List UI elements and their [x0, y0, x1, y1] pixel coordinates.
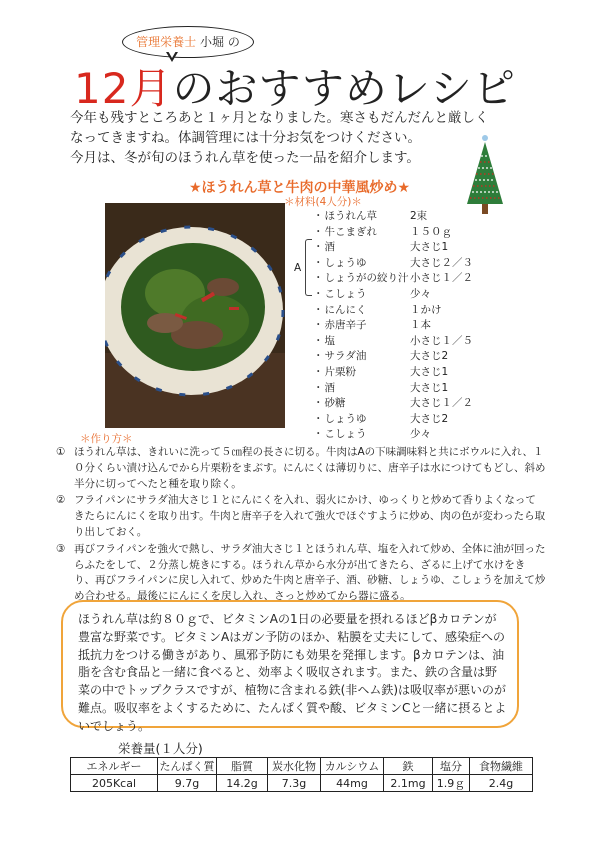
- nutrition-info-box: [61, 600, 519, 733]
- step-text: ほうれん草は、きれいに洗って５㎝程の長さに切る。牛肉はAの下味調味料と共にボウルに入れ、１０分くらい漬け込んでから片栗粉をまぶす。にんにくは薄切りに、唐辛子は水につけてもどし、斜め半分に切ってへたと種を取り除く。: [74, 446, 546, 490]
- ingredient-name: ・ 片栗粉: [313, 364, 356, 379]
- author-name: 小堀: [199, 35, 224, 49]
- ingredient-amount: 少々: [410, 428, 431, 441]
- method-heading: ＊作り方＊: [80, 433, 133, 445]
- author-badge: [122, 26, 254, 58]
- ingredient-amount: 大さじ1: [410, 381, 449, 394]
- nutrition-header-cell: たんぱく質: [158, 758, 217, 775]
- ingredient-amount: 大さじ2: [410, 412, 449, 425]
- ingredient-name: ・ 砂糖: [313, 395, 346, 410]
- nutrition-value-cell: 14.2g: [217, 775, 268, 792]
- ingredient-name: ・ 酒: [313, 239, 335, 254]
- ingredient-amount: 大さじ１／２: [410, 397, 473, 410]
- step-number: ②: [56, 494, 66, 507]
- step-text: フライパンにサラダ油大さじ１とにんにくを入れ、弱火にかけ、ゆっくりと炒めて香りよくなってきたらにんにくを取り出す。牛肉と唐辛子を入れて強火でほぐすように炒め、肉の色が変わったら取り出しておく。: [74, 494, 546, 538]
- ingredient-amount: 大さじ1: [410, 241, 449, 254]
- nutrition-header-cell: 脂質: [217, 758, 268, 775]
- ingredient-amount: 小さじ１／２: [410, 272, 473, 285]
- page-title: [74, 56, 516, 116]
- step-text: 再びフライパンを強火で熱し、サラダ油大さじ１とほうれん草、塩を入れて炒め、全体に油が回ったらふたをして、２分蒸し焼きにする。ほうれん草から水分が出てきたら、ざるに上げて水けをきり、再びフライパンに戻し入れて、炒めた牛肉と唐辛子、酒、砂糖、しょうゆ、こしょうを加えて炒め合わせる。最後ににんにくを戻し入れ、さっと炒めてから器に盛る。: [74, 542, 546, 603]
- ingredient-name: ・ サラダ油: [313, 348, 366, 363]
- method-steps: [56, 445, 546, 606]
- ingredient-name: ・ 酒: [313, 380, 335, 395]
- recipe-title: ★ほうれん草と牛肉の中華風炒め★: [188, 180, 411, 196]
- intro-text: [70, 108, 489, 168]
- title-month: 12月: [74, 64, 173, 113]
- ingredient-name: ・ にんにく: [313, 302, 367, 317]
- ingredient-amount: １５０ｇ: [410, 225, 452, 238]
- group-a-bracket: [305, 239, 312, 296]
- ingredient-amount: 2束: [410, 210, 428, 222]
- ingredient-name: ・ 牛こまぎれ: [313, 224, 377, 239]
- nutrition-value-cell: 7.3g: [268, 775, 321, 792]
- ingredient-amount: １かけ: [410, 303, 442, 316]
- nutrition-header-cell: 塩分: [433, 758, 470, 775]
- nutrition-value-cell: 9.7g: [158, 775, 217, 792]
- dish-photo: [105, 203, 285, 428]
- intro-line: なってきますね。体調管理には十分お気をつけください。: [70, 130, 421, 146]
- ingredient-name: ・ ほうれん草: [313, 208, 377, 223]
- ingredient-name: ・ しょうゆ: [313, 255, 367, 270]
- ingredients-heading: ＊材料(4人分)＊: [284, 196, 362, 208]
- ingredient-amount: 大さじ２／３: [410, 256, 473, 269]
- author-title: 管理栄養士: [136, 35, 197, 49]
- ingredient-name: ・ 赤唐辛子: [313, 317, 367, 332]
- nutrition-header-cell: 炭水化物: [268, 758, 321, 775]
- nutrition-value-cell: 1.9ｇ: [433, 775, 470, 792]
- nutrition-header-row: [71, 758, 533, 775]
- nutrition-header-cell: 鉄: [384, 758, 433, 775]
- nutrition-table: [70, 757, 533, 792]
- nutrition-heading: 栄養量(１人分): [118, 741, 203, 756]
- nutrition-value-cell: 44mg: [321, 775, 384, 792]
- ingredient-name: ・ 塩: [313, 333, 335, 348]
- author-suffix: の: [227, 35, 240, 49]
- ingredient-name: ・ こしょう: [313, 286, 367, 301]
- ingredient-amount: 少々: [410, 287, 431, 300]
- nutrition-header-cell: エネルギー: [71, 758, 158, 775]
- method-step: [56, 542, 546, 605]
- ingredient-amount: 大さじ2: [410, 350, 449, 363]
- christmas-tree-icon: [463, 134, 507, 216]
- intro-line: 今月は、冬が旬のほうれん草を使った一品を紹介します。: [70, 150, 420, 166]
- ingredient-amount: 小さじ１／５: [410, 334, 473, 347]
- method-step: [56, 493, 546, 540]
- step-number: ①: [56, 446, 66, 458]
- ingredient-name: ・ こしょう: [313, 426, 367, 441]
- title-rest: のおすすめレシピ: [172, 64, 516, 113]
- nutrition-value-row: [71, 775, 533, 792]
- step-number: ③: [56, 542, 66, 555]
- ingredient-name: ・ しょうがの絞り汁: [313, 270, 409, 285]
- nutrition-header-cell: 食物繊維: [470, 758, 533, 775]
- ingredient-amount: １本: [410, 319, 431, 332]
- ingredient-amount: 大さじ1: [410, 365, 449, 378]
- method-step: [56, 445, 546, 492]
- nutrition-header-cell: カルシウム: [321, 758, 384, 775]
- intro-line: 今年も残すところあと１ヶ月となりました。寒さもだんだんと厳しく: [70, 110, 489, 126]
- group-a-label: A: [294, 262, 302, 274]
- info-text: ほうれん草は約８０ｇで、ビタミンAの1日の必要量を摂れるほどβカロテンが豊富な野菜です。ビタミンAはガン予防のほか、粘膜を丈夫にして、感染症への抵抗力をつける働きがあり、風邪予防にも効果を発揮します。βカロテンは、油脂を含む食品と一緒に食べると、効率よく吸収されます。また、鉄の含量は野菜の中でトップクラスですが、植物に含まれる鉄(非ヘム鉄)は吸収率が悪いのが難点。吸収率をよくするために、たんぱく質や酸、ビタミンCと一緒に摂るとよいでしょう。: [78, 612, 507, 733]
- nutrition-value-cell: 2.4g: [470, 775, 533, 792]
- nutrition-value-cell: 2.1mg: [384, 775, 433, 792]
- nutrition-value-cell: 205Kcal: [71, 775, 158, 792]
- ingredient-name: ・ しょうゆ: [313, 411, 367, 426]
